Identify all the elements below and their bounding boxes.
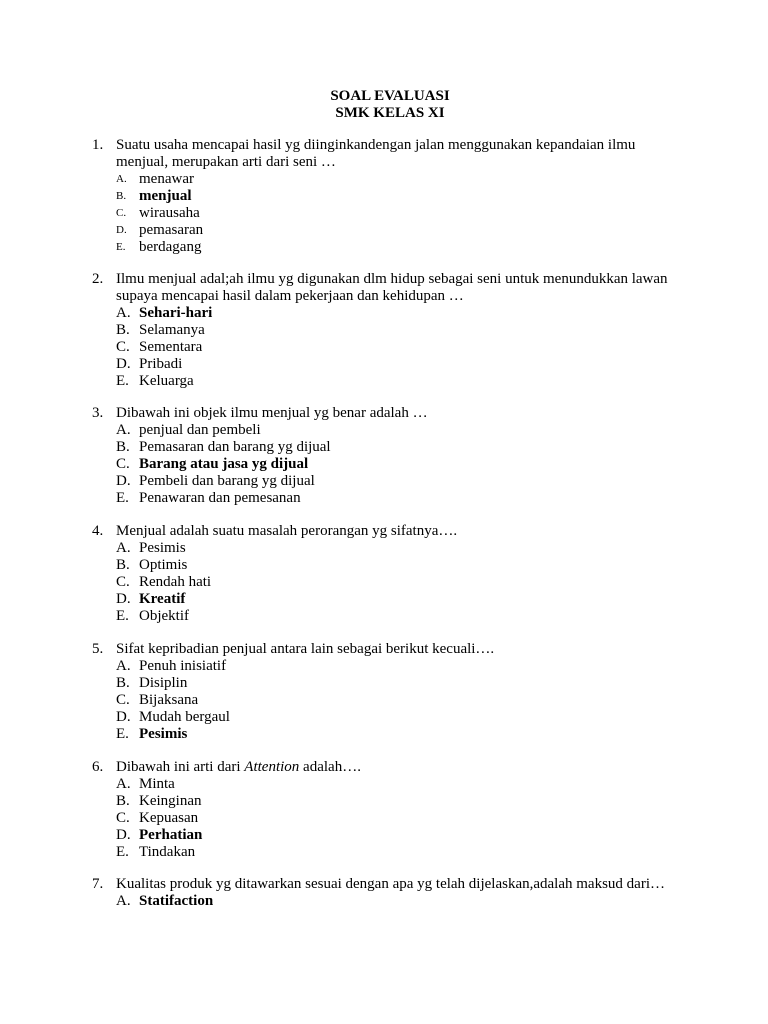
option-text: Pesimis [139,726,188,742]
option-c-answer [116,456,672,473]
question-stem: Dibawah ini objek ilmu menjual yg benar adalah … [116,405,428,421]
question-2 [92,271,672,390]
option-text: Statifaction [139,893,214,909]
option-e [116,490,672,507]
question-stem [116,759,672,776]
option-letter: B. [116,675,130,691]
option-text: Penawaran dan pemesanan [139,490,301,506]
option-letter: D. [116,356,131,372]
question-stem: Menjual adalah suatu masalah perorangan yg sifatnya…. [116,523,458,539]
option-list [92,305,672,390]
option-letter: C. [116,810,130,826]
option-text: penjual dan pembeli [139,422,261,438]
option-b [116,557,672,574]
stem-text: Dibawah ini arti dari [116,759,245,775]
option-list [92,658,672,743]
question-number: 6. [92,759,104,775]
question-stem: Ilmu menjual adal;ah ilmu yg digunakan dlm hidup sebagai seni untuk menundukkan lawan supaya mencapai hasil dalam pekerjaan dan kehidupan … [116,271,668,304]
option-text: Pembeli dan barang yg dijual [139,473,315,489]
option-a [116,540,672,557]
question-number: 3. [92,405,104,421]
option-text: wirausaha [139,205,200,221]
option-text: Pribadi [139,356,183,372]
option-list [92,422,672,507]
option-letter: D. [116,473,131,489]
option-d [116,709,672,726]
question-number: 4. [92,523,104,539]
question-7 [92,876,672,910]
option-text: Selamanya [139,322,205,338]
option-b [116,439,672,456]
option-list [92,540,672,625]
option-a-answer [116,893,672,910]
option-d-answer [116,591,672,608]
option-a [116,776,672,793]
option-text: Pemasaran dan barang yg dijual [139,439,331,455]
option-text: Kepuasan [139,810,199,826]
option-text: Keluarga [139,373,194,389]
option-text: Bijaksana [139,692,199,708]
option-text: Barang atau jasa yg dijual [139,456,309,472]
stem-italic-term: Attention [244,759,300,775]
option-letter: A. [116,893,131,909]
option-b [116,675,672,692]
question-5 [92,641,672,743]
option-letter: E. [116,373,129,389]
option-d-answer [116,827,672,844]
option-letter: C. [116,692,130,708]
option-letter: C. [116,207,127,219]
option-d [116,356,672,373]
question-number: 5. [92,641,104,657]
option-text: Kreatif [139,591,186,607]
option-b-answer [116,188,672,205]
option-text: Sementara [139,339,203,355]
option-letter: E. [116,241,126,253]
page-subtitle: SMK KELAS XI [335,105,445,121]
option-b [116,322,672,339]
option-c [116,574,672,591]
option-list [92,171,672,256]
option-letter: A. [116,173,127,185]
option-c [116,692,672,709]
option-letter: C. [116,574,130,590]
option-text: Disiplin [139,675,188,691]
question-number: 1. [92,137,104,153]
option-letter: D. [116,591,131,607]
page-title: SOAL EVALUASI [330,88,450,104]
option-letter: B. [116,793,130,809]
option-text: Perhatian [139,827,203,843]
option-letter: D. [116,224,127,236]
option-letter: A. [116,305,131,321]
option-text: Optimis [139,557,188,573]
option-text: Sehari-hari [139,305,213,321]
option-letter: A. [116,422,131,438]
option-a [116,658,672,675]
option-e [116,373,672,390]
option-e-answer [116,726,672,743]
question-number: 2. [92,271,104,287]
option-text: Tindakan [139,844,196,860]
option-text: Minta [139,776,175,792]
question-6 [92,759,672,861]
option-text: pemasaran [139,222,204,238]
option-letter: B. [116,557,130,573]
option-letter: E. [116,608,129,624]
option-e [116,239,672,256]
option-list [92,893,672,910]
question-1 [92,137,672,256]
question-stem: Kualitas produk yg ditawarkan sesuai dengan apa yg telah dijelaskan,adalah maksud dari… [116,876,665,892]
option-text: menjual [139,188,192,204]
option-letter: C. [116,339,130,355]
option-text: menawar [139,171,194,187]
option-letter: B. [116,190,127,202]
option-a-answer [116,305,672,322]
option-letter: B. [116,322,130,338]
option-d [116,222,672,239]
question-4 [92,523,672,625]
option-list [92,776,672,861]
stem-text: adalah…. [299,759,361,775]
option-letter: A. [116,540,131,556]
option-text: Mudah bergaul [139,709,230,725]
option-letter: D. [116,709,131,725]
option-text: berdagang [139,239,202,255]
option-letter: E. [116,726,129,742]
option-d [116,473,672,490]
option-text: Rendah hati [139,574,212,590]
question-stem: Sifat kepribadian penjual antara lain sebagai berikut kecuali…. [116,641,495,657]
question-number: 7. [92,876,104,892]
question-stem: Suatu usaha mencapai hasil yg diinginkandengan jalan menggunakan kepandaian ilmu menjual, merupakan arti dari seni … [116,137,636,170]
option-c [116,339,672,356]
option-c [116,810,672,827]
option-letter: E. [116,490,129,506]
option-b [116,793,672,810]
question-3 [92,405,672,507]
option-c [116,205,672,222]
option-text: Penuh inisiatif [139,658,227,674]
option-e [116,844,672,861]
option-e [116,608,672,625]
option-text: Objektif [139,608,189,624]
option-letter: E. [116,844,129,860]
option-text: Keinginan [139,793,202,809]
option-letter: B. [116,439,130,455]
option-text: Pesimis [139,540,186,556]
option-a [116,422,672,439]
option-letter: D. [116,827,131,843]
option-letter: A. [116,776,131,792]
option-a [116,171,672,188]
option-letter: C. [116,456,130,472]
option-letter: A. [116,658,131,674]
